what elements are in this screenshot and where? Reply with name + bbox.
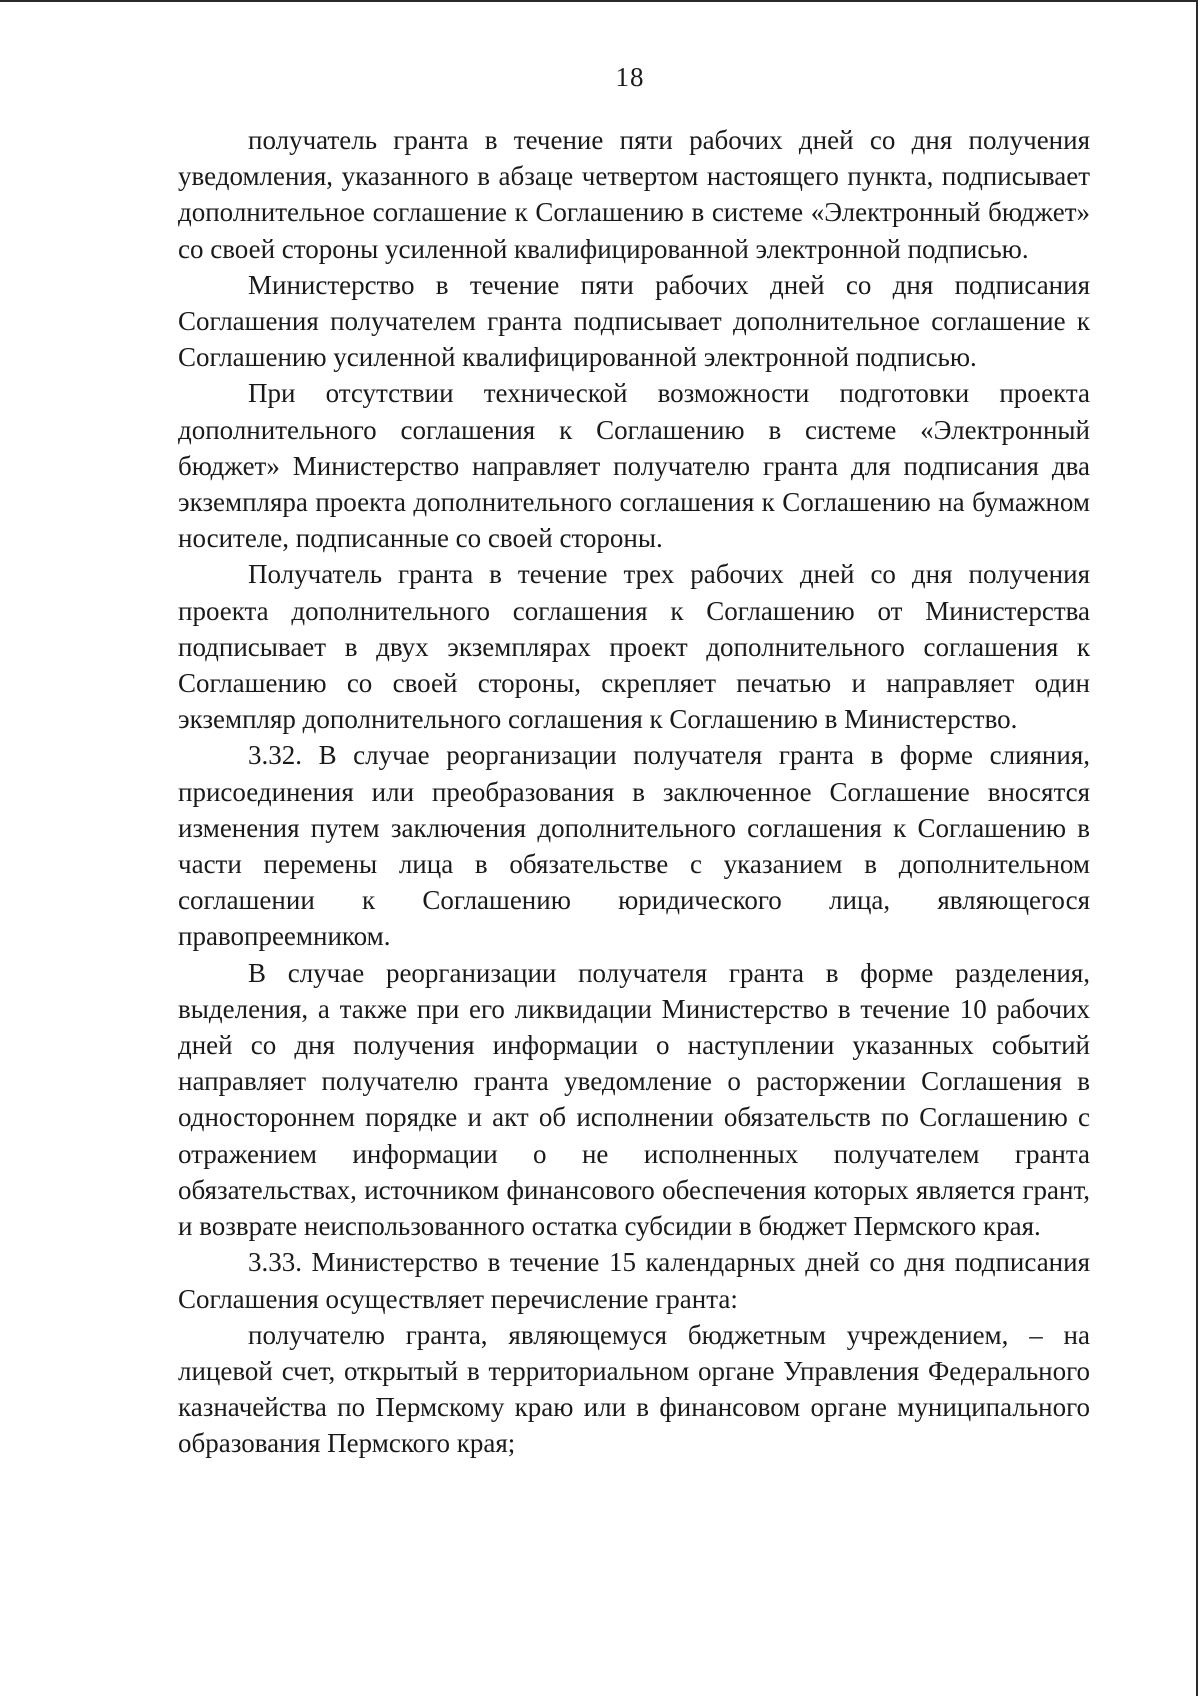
paragraph-2: Министерство в течение пяти рабочих дней со дня подписания Соглашения получателем гранта подписывает дополнительное соглашение к Соглашению усиленной квалифицированной электронной подписью. — [178, 269, 1090, 373]
paragraph-3: При отсутствии технической возможности подготовки проекта дополнительного соглашения к Соглашению в системе «Электронный бюджет» Министерство направляет получателю гранта для подписания два экземпляра проекта дополнительного соглашения к Соглашению на бумажном носителе, подписанные со своей стороны. — [178, 378, 1090, 554]
paragraph-3-32: 3.32. В случае реорганизации получателя гранта в форме слияния, присоединения или преобразования в заключенное Соглашение вносятся изменения путем заключения дополнительного соглашения к Соглашению в части перемены лица в обязательстве с указанием в дополнительном соглашении к Соглашению юридического лица, являющегося правопреемником. — [178, 740, 1090, 952]
paragraph-budget-institution: получателю гранта, являющемуся бюджетным учреждением, – на лицевой счет, открытый в территориальном органе Управления Федерального казначейства по Пермскому краю или в финансовом органе муниципального образования Пермского края; — [178, 1319, 1090, 1459]
paragraph-3-33: 3.33. Министерство в течение 15 календарных дней со дня подписания Соглашения осуществляет перечисление гранта: — [178, 1247, 1090, 1314]
paragraph-4: Получатель гранта в течение трех рабочих дней со дня получения проекта дополнительного соглашения к Соглашению от Министерства подписывает в двух экземплярах проект дополнительного соглашения к Соглашению со своей стороны, скрепляет печатью и направляет один экземпляр дополнительного соглашения к Соглашению в Министерство. — [178, 559, 1090, 735]
paragraph-1: получатель гранта в течение пяти рабочих дней со дня получения уведомления, указанного в абзаце четвертом настоящего пункта, подписывает дополнительное соглашение к Соглашению в системе «Электронный бюджет» со своей стороны усиленной квалифицированной электронной подписью. — [178, 125, 1090, 264]
document-body — [178, 122, 1090, 1462]
paragraph-reorganization: В случае реорганизации получателя гранта в форме разделения, выделения, а также при его ликвидации Министерство в течение 10 рабочих дней со дня получения информации о наступлении указанных событий направляет получателю гранта уведомление о расторжении Соглашения в одностороннем порядке и акт об исполнении обязательств по Соглашению с отражением информации о не исполненных получателем гранта обязательствах, источником финансового обеспечения которых является грант, и возврате неиспользованного остатка субсидии в бюджет Пермского края. — [178, 957, 1090, 1242]
page-number: 18 — [615, 62, 645, 92]
